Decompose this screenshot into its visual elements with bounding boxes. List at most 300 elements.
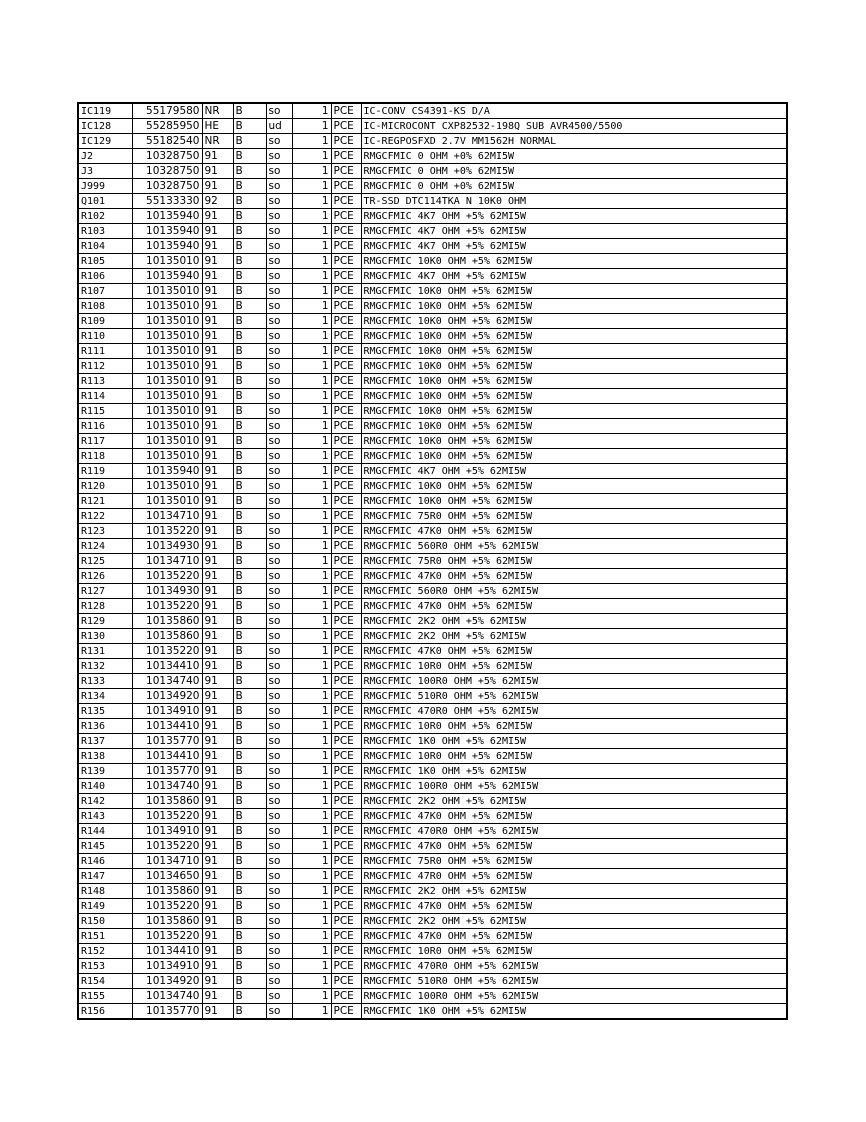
- unit-cell: PCE: [331, 464, 361, 479]
- mount-type-cell: so: [266, 749, 292, 764]
- part-number-cell: 10135010: [132, 299, 202, 314]
- table-row: [78, 539, 787, 554]
- quantity-cell: 1: [292, 269, 331, 284]
- class-cell: B: [233, 419, 266, 434]
- mount-type-cell: so: [266, 344, 292, 359]
- part-number-cell: 10135220: [132, 839, 202, 854]
- class-cell: B: [233, 899, 266, 914]
- quantity-cell: 1: [292, 554, 331, 569]
- unit-cell: PCE: [331, 314, 361, 329]
- quantity-cell: 1: [292, 404, 331, 419]
- mount-type-cell: so: [266, 599, 292, 614]
- table-row: [78, 959, 787, 974]
- ref-designator-cell: R155: [78, 989, 132, 1004]
- class-cell: B: [233, 884, 266, 899]
- class-cell: B: [233, 554, 266, 569]
- quantity-cell: 1: [292, 344, 331, 359]
- quantity-cell: 1: [292, 464, 331, 479]
- code-cell: NR: [202, 134, 233, 149]
- unit-cell: PCE: [331, 149, 361, 164]
- mount-type-cell: so: [266, 494, 292, 509]
- table-row: [78, 929, 787, 944]
- code-cell: 91: [202, 434, 233, 449]
- class-cell: B: [233, 689, 266, 704]
- part-number-cell: 10134930: [132, 539, 202, 554]
- part-number-cell: 10135010: [132, 374, 202, 389]
- mount-type-cell: so: [266, 269, 292, 284]
- description-cell: RMGCFMIC 4K7 OHM +5% 62MI5W: [361, 239, 787, 254]
- table-row: [78, 494, 787, 509]
- ref-designator-cell: R121: [78, 494, 132, 509]
- table-row: [78, 374, 787, 389]
- unit-cell: PCE: [331, 344, 361, 359]
- part-number-cell: 10134920: [132, 689, 202, 704]
- part-number-cell: 10134910: [132, 959, 202, 974]
- part-number-cell: 55179580: [132, 103, 202, 119]
- code-cell: 91: [202, 539, 233, 554]
- code-cell: NR: [202, 103, 233, 119]
- table-row: [78, 599, 787, 614]
- description-cell: RMGCFMIC 10K0 OHM +5% 62MI5W: [361, 434, 787, 449]
- part-number-cell: 10134410: [132, 719, 202, 734]
- mount-type-cell: so: [266, 509, 292, 524]
- class-cell: B: [233, 749, 266, 764]
- part-number-cell: 10135860: [132, 914, 202, 929]
- unit-cell: PCE: [331, 959, 361, 974]
- mount-type-cell: so: [266, 359, 292, 374]
- unit-cell: PCE: [331, 689, 361, 704]
- mount-type-cell: so: [266, 839, 292, 854]
- mount-type-cell: so: [266, 974, 292, 989]
- description-cell: IC-REGPOSFXD 2.7V MM1562H NORMAL: [361, 134, 787, 149]
- code-cell: 91: [202, 719, 233, 734]
- class-cell: B: [233, 764, 266, 779]
- mount-type-cell: so: [266, 1004, 292, 1020]
- mount-type-cell: so: [266, 539, 292, 554]
- quantity-cell: 1: [292, 734, 331, 749]
- unit-cell: PCE: [331, 119, 361, 134]
- mount-type-cell: so: [266, 959, 292, 974]
- class-cell: B: [233, 854, 266, 869]
- mount-type-cell: so: [266, 284, 292, 299]
- code-cell: 91: [202, 509, 233, 524]
- part-number-cell: 10135860: [132, 884, 202, 899]
- table-row: [78, 419, 787, 434]
- quantity-cell: 1: [292, 899, 331, 914]
- unit-cell: PCE: [331, 194, 361, 209]
- code-cell: 91: [202, 599, 233, 614]
- ref-designator-cell: R127: [78, 584, 132, 599]
- quantity-cell: 1: [292, 134, 331, 149]
- part-number-cell: 10135770: [132, 764, 202, 779]
- mount-type-cell: so: [266, 239, 292, 254]
- quantity-cell: 1: [292, 509, 331, 524]
- mount-type-cell: so: [266, 704, 292, 719]
- ref-designator-cell: R137: [78, 734, 132, 749]
- description-cell: RMGCFMIC 470R0 OHM +5% 62MI5W: [361, 704, 787, 719]
- part-number-cell: 10328750: [132, 149, 202, 164]
- code-cell: 91: [202, 644, 233, 659]
- ref-designator-cell: R152: [78, 944, 132, 959]
- unit-cell: PCE: [331, 704, 361, 719]
- description-cell: RMGCFMIC 470R0 OHM +5% 62MI5W: [361, 959, 787, 974]
- code-cell: 91: [202, 914, 233, 929]
- table-row: [78, 149, 787, 164]
- ref-designator-cell: R143: [78, 809, 132, 824]
- quantity-cell: 1: [292, 569, 331, 584]
- mount-type-cell: so: [266, 929, 292, 944]
- quantity-cell: 1: [292, 314, 331, 329]
- table-row: [78, 314, 787, 329]
- quantity-cell: 1: [292, 584, 331, 599]
- code-cell: 91: [202, 569, 233, 584]
- quantity-cell: 1: [292, 809, 331, 824]
- description-cell: RMGCFMIC 2K2 OHM +5% 62MI5W: [361, 794, 787, 809]
- table-row: [78, 389, 787, 404]
- code-cell: 91: [202, 389, 233, 404]
- ref-designator-cell: R128: [78, 599, 132, 614]
- code-cell: 91: [202, 524, 233, 539]
- quantity-cell: 1: [292, 179, 331, 194]
- code-cell: 91: [202, 299, 233, 314]
- class-cell: B: [233, 239, 266, 254]
- description-cell: RMGCFMIC 10K0 OHM +5% 62MI5W: [361, 389, 787, 404]
- code-cell: 91: [202, 464, 233, 479]
- ref-designator-cell: R133: [78, 674, 132, 689]
- unit-cell: PCE: [331, 359, 361, 374]
- unit-cell: PCE: [331, 434, 361, 449]
- mount-type-cell: so: [266, 209, 292, 224]
- ref-designator-cell: IC119: [78, 103, 132, 119]
- code-cell: 92: [202, 194, 233, 209]
- class-cell: B: [233, 734, 266, 749]
- table-row: [78, 839, 787, 854]
- ref-designator-cell: R146: [78, 854, 132, 869]
- table-row: [78, 449, 787, 464]
- class-cell: B: [233, 599, 266, 614]
- class-cell: B: [233, 629, 266, 644]
- description-cell: RMGCFMIC 560R0 OHM +5% 62MI5W: [361, 539, 787, 554]
- part-number-cell: 10135940: [132, 209, 202, 224]
- description-cell: RMGCFMIC 10K0 OHM +5% 62MI5W: [361, 419, 787, 434]
- unit-cell: PCE: [331, 599, 361, 614]
- quantity-cell: 1: [292, 374, 331, 389]
- ref-designator-cell: R151: [78, 929, 132, 944]
- mount-type-cell: so: [266, 329, 292, 344]
- ref-designator-cell: R115: [78, 404, 132, 419]
- table-row: [78, 1004, 787, 1020]
- part-number-cell: 10135010: [132, 449, 202, 464]
- code-cell: 91: [202, 824, 233, 839]
- description-cell: RMGCFMIC 4K7 OHM +5% 62MI5W: [361, 269, 787, 284]
- quantity-cell: 1: [292, 539, 331, 554]
- table-row: [78, 209, 787, 224]
- part-number-cell: 10135010: [132, 254, 202, 269]
- code-cell: 91: [202, 209, 233, 224]
- code-cell: 91: [202, 674, 233, 689]
- quantity-cell: 1: [292, 284, 331, 299]
- class-cell: B: [233, 959, 266, 974]
- unit-cell: PCE: [331, 299, 361, 314]
- table-row: [78, 464, 787, 479]
- class-cell: B: [233, 404, 266, 419]
- unit-cell: PCE: [331, 494, 361, 509]
- unit-cell: PCE: [331, 884, 361, 899]
- class-cell: B: [233, 1004, 266, 1020]
- table-row: [78, 779, 787, 794]
- description-cell: RMGCFMIC 10K0 OHM +5% 62MI5W: [361, 344, 787, 359]
- code-cell: 91: [202, 899, 233, 914]
- ref-designator-cell: R145: [78, 839, 132, 854]
- description-cell: RMGCFMIC 4K7 OHM +5% 62MI5W: [361, 209, 787, 224]
- unit-cell: PCE: [331, 554, 361, 569]
- quantity-cell: 1: [292, 224, 331, 239]
- description-cell: RMGCFMIC 47K0 OHM +5% 62MI5W: [361, 809, 787, 824]
- code-cell: 91: [202, 749, 233, 764]
- ref-designator-cell: IC129: [78, 134, 132, 149]
- mount-type-cell: so: [266, 554, 292, 569]
- quantity-cell: 1: [292, 614, 331, 629]
- unit-cell: PCE: [331, 809, 361, 824]
- description-cell: RMGCFMIC 470R0 OHM +5% 62MI5W: [361, 824, 787, 839]
- code-cell: 91: [202, 314, 233, 329]
- table-row: [78, 554, 787, 569]
- table-row: [78, 884, 787, 899]
- class-cell: B: [233, 644, 266, 659]
- quantity-cell: 1: [292, 149, 331, 164]
- part-number-cell: 10134710: [132, 554, 202, 569]
- mount-type-cell: so: [266, 734, 292, 749]
- class-cell: B: [233, 149, 266, 164]
- ref-designator-cell: R108: [78, 299, 132, 314]
- mount-type-cell: so: [266, 629, 292, 644]
- quantity-cell: 1: [292, 749, 331, 764]
- class-cell: B: [233, 974, 266, 989]
- ref-designator-cell: R104: [78, 239, 132, 254]
- quantity-cell: 1: [292, 479, 331, 494]
- class-cell: B: [233, 344, 266, 359]
- mount-type-cell: so: [266, 524, 292, 539]
- description-cell: IC-CONV CS4391-KS D/A: [361, 103, 787, 119]
- description-cell: RMGCFMIC 75R0 OHM +5% 62MI5W: [361, 854, 787, 869]
- code-cell: 91: [202, 854, 233, 869]
- description-cell: IC-MICROCONT CXP82532-198Q SUB AVR4500/5500: [361, 119, 787, 134]
- quantity-cell: 1: [292, 329, 331, 344]
- description-cell: RMGCFMIC 4K7 OHM +5% 62MI5W: [361, 224, 787, 239]
- code-cell: 91: [202, 764, 233, 779]
- mount-type-cell: so: [266, 659, 292, 674]
- unit-cell: PCE: [331, 854, 361, 869]
- ref-designator-cell: R136: [78, 719, 132, 734]
- table-row: [78, 344, 787, 359]
- unit-cell: PCE: [331, 869, 361, 884]
- description-cell: RMGCFMIC 10K0 OHM +5% 62MI5W: [361, 284, 787, 299]
- unit-cell: PCE: [331, 644, 361, 659]
- table-row: [78, 224, 787, 239]
- ref-designator-cell: R113: [78, 374, 132, 389]
- description-cell: RMGCFMIC 10K0 OHM +5% 62MI5W: [361, 329, 787, 344]
- description-cell: RMGCFMIC 10R0 OHM +5% 62MI5W: [361, 719, 787, 734]
- quantity-cell: 1: [292, 359, 331, 374]
- part-number-cell: 10135770: [132, 734, 202, 749]
- quantity-cell: 1: [292, 779, 331, 794]
- ref-designator-cell: R149: [78, 899, 132, 914]
- class-cell: B: [233, 314, 266, 329]
- description-cell: RMGCFMIC 100R0 OHM +5% 62MI5W: [361, 779, 787, 794]
- ref-designator-cell: R116: [78, 419, 132, 434]
- unit-cell: PCE: [331, 659, 361, 674]
- unit-cell: PCE: [331, 449, 361, 464]
- mount-type-cell: so: [266, 764, 292, 779]
- class-cell: B: [233, 479, 266, 494]
- code-cell: 91: [202, 689, 233, 704]
- class-cell: B: [233, 194, 266, 209]
- code-cell: 91: [202, 959, 233, 974]
- table-row: [78, 869, 787, 884]
- part-number-cell: 10135220: [132, 599, 202, 614]
- code-cell: 91: [202, 809, 233, 824]
- ref-designator-cell: R111: [78, 344, 132, 359]
- class-cell: B: [233, 809, 266, 824]
- mount-type-cell: so: [266, 914, 292, 929]
- unit-cell: PCE: [331, 389, 361, 404]
- description-cell: RMGCFMIC 47K0 OHM +5% 62MI5W: [361, 524, 787, 539]
- table-row: [78, 794, 787, 809]
- part-number-cell: 10134710: [132, 509, 202, 524]
- part-number-cell: 10134920: [132, 974, 202, 989]
- unit-cell: PCE: [331, 239, 361, 254]
- code-cell: 91: [202, 734, 233, 749]
- description-cell: RMGCFMIC 10K0 OHM +5% 62MI5W: [361, 374, 787, 389]
- table-row: [78, 659, 787, 674]
- part-number-cell: 10328750: [132, 164, 202, 179]
- unit-cell: PCE: [331, 539, 361, 554]
- description-cell: RMGCFMIC 1K0 OHM +5% 62MI5W: [361, 764, 787, 779]
- ref-designator-cell: R102: [78, 209, 132, 224]
- quantity-cell: 1: [292, 164, 331, 179]
- quantity-cell: 1: [292, 434, 331, 449]
- code-cell: 91: [202, 404, 233, 419]
- ref-designator-cell: R122: [78, 509, 132, 524]
- code-cell: 91: [202, 419, 233, 434]
- mount-type-cell: so: [266, 164, 292, 179]
- unit-cell: PCE: [331, 103, 361, 119]
- part-number-cell: 10134710: [132, 854, 202, 869]
- unit-cell: PCE: [331, 134, 361, 149]
- quantity-cell: 1: [292, 599, 331, 614]
- class-cell: B: [233, 719, 266, 734]
- class-cell: B: [233, 269, 266, 284]
- ref-designator-cell: R109: [78, 314, 132, 329]
- ref-designator-cell: R129: [78, 614, 132, 629]
- table-row: [78, 989, 787, 1004]
- description-cell: RMGCFMIC 0 OHM +0% 62MI5W: [361, 164, 787, 179]
- table-row: [78, 824, 787, 839]
- table-row: [78, 119, 787, 134]
- part-number-cell: 55133330: [132, 194, 202, 209]
- code-cell: 91: [202, 839, 233, 854]
- class-cell: B: [233, 299, 266, 314]
- quantity-cell: 1: [292, 929, 331, 944]
- quantity-cell: 1: [292, 719, 331, 734]
- description-cell: RMGCFMIC 47K0 OHM +5% 62MI5W: [361, 839, 787, 854]
- ref-designator-cell: J2: [78, 149, 132, 164]
- class-cell: B: [233, 779, 266, 794]
- quantity-cell: 1: [292, 794, 331, 809]
- code-cell: 91: [202, 449, 233, 464]
- unit-cell: PCE: [331, 824, 361, 839]
- table-row: [78, 854, 787, 869]
- part-number-cell: 10134740: [132, 674, 202, 689]
- unit-cell: PCE: [331, 929, 361, 944]
- code-cell: 91: [202, 149, 233, 164]
- part-number-cell: 10135010: [132, 419, 202, 434]
- unit-cell: PCE: [331, 719, 361, 734]
- class-cell: B: [233, 539, 266, 554]
- part-number-cell: 10135220: [132, 524, 202, 539]
- quantity-cell: 1: [292, 494, 331, 509]
- part-number-cell: 10135940: [132, 224, 202, 239]
- mount-type-cell: so: [266, 569, 292, 584]
- code-cell: 91: [202, 479, 233, 494]
- code-cell: 91: [202, 344, 233, 359]
- part-number-cell: 10134930: [132, 584, 202, 599]
- ref-designator-cell: R134: [78, 689, 132, 704]
- part-number-cell: 10135010: [132, 389, 202, 404]
- code-cell: 91: [202, 284, 233, 299]
- quantity-cell: 1: [292, 103, 331, 119]
- class-cell: B: [233, 494, 266, 509]
- part-number-cell: 10135010: [132, 344, 202, 359]
- mount-type-cell: so: [266, 254, 292, 269]
- quantity-cell: 1: [292, 704, 331, 719]
- class-cell: B: [233, 914, 266, 929]
- table-row: [78, 899, 787, 914]
- mount-type-cell: so: [266, 854, 292, 869]
- ref-designator-cell: R142: [78, 794, 132, 809]
- description-cell: RMGCFMIC 0 OHM +0% 62MI5W: [361, 149, 787, 164]
- class-cell: B: [233, 929, 266, 944]
- code-cell: 91: [202, 869, 233, 884]
- unit-cell: PCE: [331, 914, 361, 929]
- code-cell: 91: [202, 179, 233, 194]
- mount-type-cell: so: [266, 389, 292, 404]
- code-cell: 91: [202, 329, 233, 344]
- table-row: [78, 179, 787, 194]
- table-row: [78, 674, 787, 689]
- unit-cell: PCE: [331, 284, 361, 299]
- quantity-cell: 1: [292, 824, 331, 839]
- ref-designator-cell: R156: [78, 1004, 132, 1020]
- table-row: [78, 614, 787, 629]
- class-cell: B: [233, 704, 266, 719]
- class-cell: B: [233, 449, 266, 464]
- table-row: [78, 944, 787, 959]
- ref-designator-cell: R105: [78, 254, 132, 269]
- ref-designator-cell: R140: [78, 779, 132, 794]
- table-row: [78, 329, 787, 344]
- mount-type-cell: so: [266, 644, 292, 659]
- code-cell: 91: [202, 884, 233, 899]
- part-number-cell: 10135010: [132, 434, 202, 449]
- ref-designator-cell: R130: [78, 629, 132, 644]
- code-cell: 91: [202, 779, 233, 794]
- mount-type-cell: so: [266, 689, 292, 704]
- ref-designator-cell: R103: [78, 224, 132, 239]
- ref-designator-cell: R117: [78, 434, 132, 449]
- description-cell: RMGCFMIC 2K2 OHM +5% 62MI5W: [361, 884, 787, 899]
- class-cell: B: [233, 584, 266, 599]
